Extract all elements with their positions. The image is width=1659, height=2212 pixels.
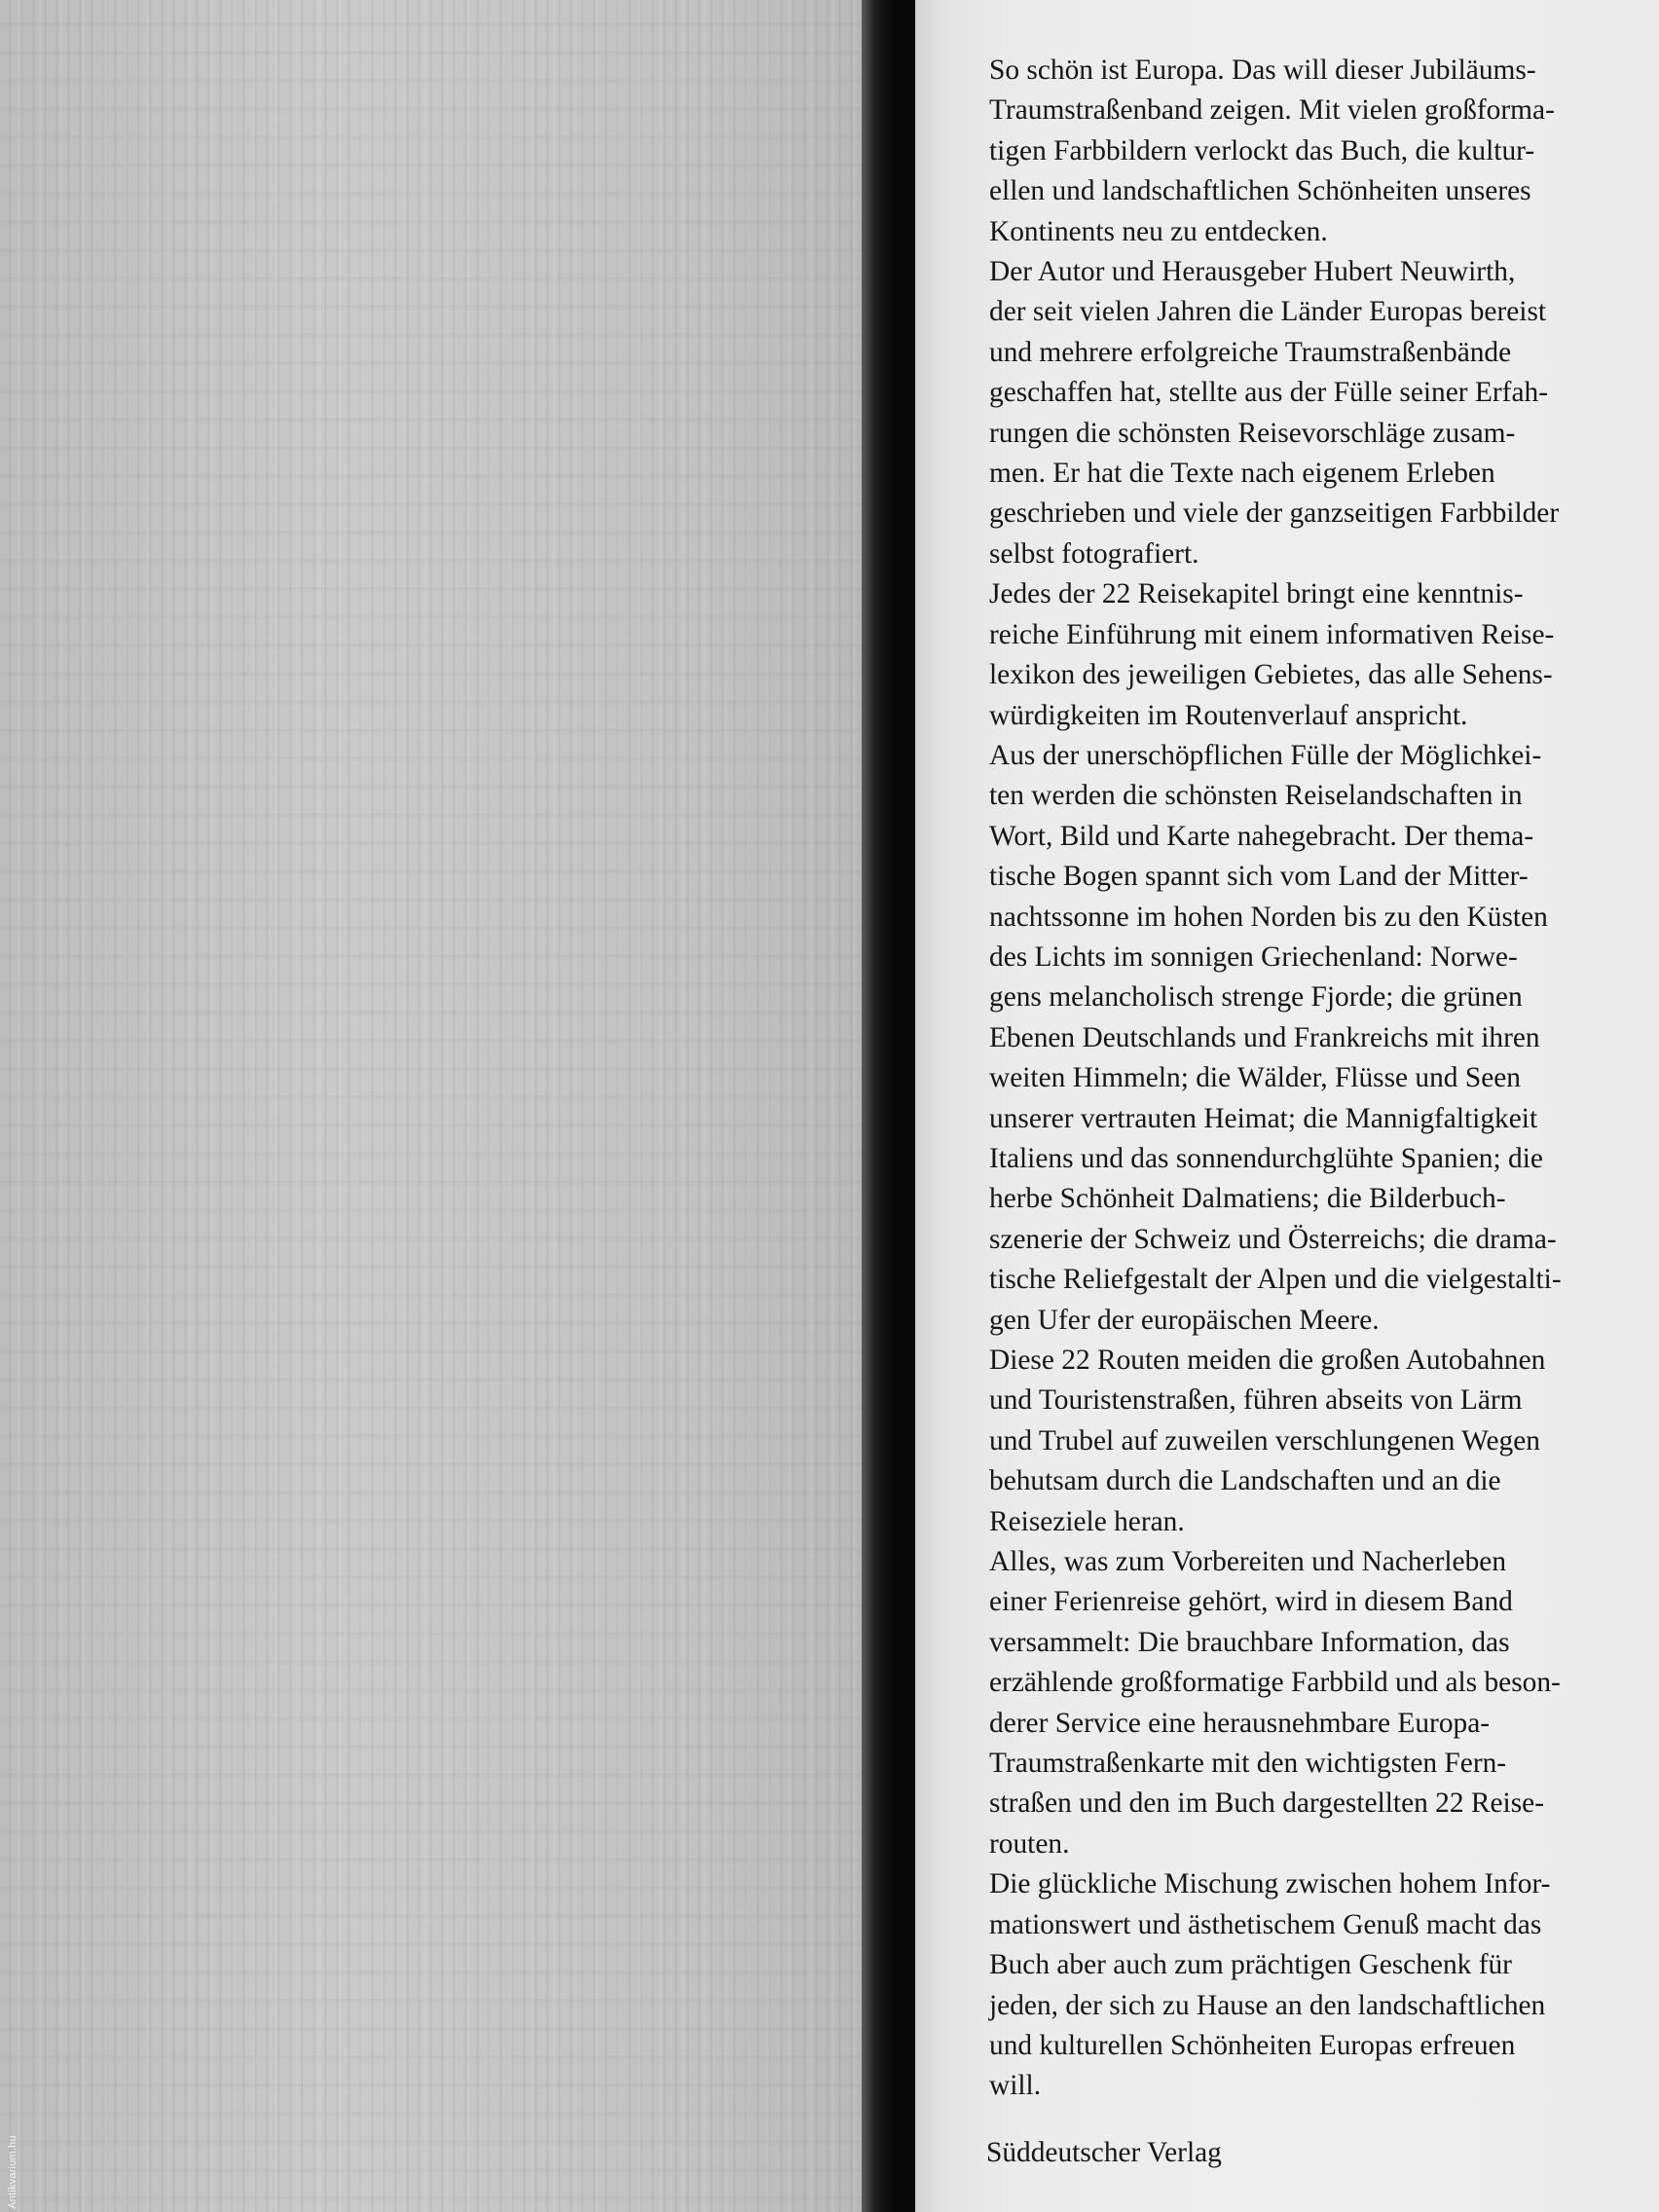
text-line: Italiens und das sonnendurchglühte Spanien; die — [989, 1142, 1543, 1174]
text-line: einer Ferienreise gehört, wird in diesem Band — [989, 1586, 1513, 1618]
text-line: Buch aber auch zum prächtigen Geschenk für — [989, 1949, 1512, 1981]
text-line: selbst fotografiert. — [989, 537, 1199, 570]
text-line: der seit vielen Jahren die Länder Europas bereist — [989, 296, 1547, 328]
text-line: tische Reliefgestalt der Alpen und die vielgestalti- — [989, 1264, 1562, 1296]
blurb-text — [989, 51, 1627, 2107]
text-line: men. Er hat die Texte nach eigenem Erleben — [989, 458, 1495, 490]
text-line: des Lichts im sonnigen Griechenland: Norwe- — [989, 940, 1518, 973]
text-line: rungen die schönsten Reisevorschläge zusam- — [989, 417, 1516, 449]
text-line: straßen und den im Buch dargestellten 22 Reise- — [989, 1788, 1544, 1820]
text-line: versammelt: Die brauchbare Information, das — [989, 1626, 1510, 1658]
book-gutter — [862, 0, 915, 2212]
text-line: derer Service eine herausnehmbare Europa- — [989, 1707, 1491, 1739]
text-line: und kulturellen Schönheiten Europas erfreuen — [989, 2029, 1516, 2061]
text-line: und Trubel auf zuweilen verschlungenen Wegen — [989, 1424, 1540, 1456]
text-line: geschaffen hat, stellte aus der Fülle seiner Erfah- — [989, 377, 1548, 409]
text-line: Wort, Bild und Karte nahegebracht. Der thema- — [989, 820, 1534, 852]
text-line: und mehrere erfolgreiche Traumstraßenbände — [989, 336, 1512, 368]
text-line: will. — [989, 2070, 1042, 2102]
text-line: routen. — [989, 1827, 1070, 1860]
text-line: und Touristenstraßen, führen abseits von Lärm — [989, 1384, 1523, 1417]
text-line: Kontinents neu zu entdecken. — [989, 215, 1328, 247]
text-line: jeden, der sich zu Hause an den landschaftlichen — [989, 1989, 1546, 2021]
text-line: nachtssonne im hohen Norden bis zu den Küsten — [989, 901, 1548, 933]
text-line: Die glückliche Mischung zwischen hohem Infor- — [989, 1868, 1551, 1900]
text-line: würdigkeiten im Routenverlauf anspricht. — [989, 699, 1468, 731]
text-line: unserer vertrauten Heimat; die Mannigfaltigkeit — [989, 1102, 1538, 1134]
text-line: Traumstraßenkarte mit den wichtigsten Fern- — [989, 1748, 1507, 1780]
publisher-name: Süddeutscher Verlag — [986, 2137, 1222, 2168]
text-line: Diese 22 Routen meiden die großen Autobahnen — [989, 1345, 1546, 1376]
text-line: ellen und landschaftlichen Schönheiten unseres — [989, 175, 1531, 207]
text-line: erzählende großformatige Farbbild und als beson- — [989, 1667, 1561, 1699]
text-line: So schön ist Europa. Das will dieser Jubiläums- — [989, 55, 1536, 86]
text-line: herbe Schönheit Dalmatiens; die Bilderbuch- — [989, 1183, 1506, 1215]
text-line: reiche Einführung mit einem informativen Reise- — [989, 618, 1555, 650]
text-line: mationswert und ästhetischem Genuß macht das — [989, 1908, 1542, 1940]
text-line: Aus der unerschöpflichen Fülle der Möglichkei- — [989, 739, 1542, 771]
text-line: weiten Himmeln; die Wälder, Flüsse und Seen — [989, 1062, 1521, 1094]
text-line: Der Autor und Herausgeber Hubert Neuwirth, — [989, 256, 1516, 288]
text-line: tigen Farbbildern verlockt das Buch, die kultur- — [989, 134, 1535, 166]
text-line: Reiseziele heran. — [989, 1505, 1185, 1537]
text-line: behutsam durch die Landschaften und an die — [989, 1465, 1501, 1497]
text-line: szenerie der Schweiz und Österreichs; die drama- — [989, 1223, 1557, 1255]
text-line: gen Ufer der europäischen Meere. — [989, 1304, 1380, 1336]
text-line: Alles, was zum Vorbereiten und Nacherleben — [989, 1546, 1507, 1578]
text-line: Ebenen Deutschlands und Frankreichs mit ihren — [989, 1021, 1540, 1053]
watermark-text: Antikvarium.hu — [7, 2135, 18, 2209]
text-line: Jedes der 22 Reisekapitel bringt eine kenntnis- — [989, 578, 1524, 610]
text-line: gens melancholisch strenge Fjorde; die grünen — [989, 981, 1523, 1014]
text-line: tische Bogen spannt sich vom Land der Mitter- — [989, 861, 1529, 893]
text-line: geschrieben und viele der ganzseitigen Farbbilder — [989, 498, 1560, 530]
text-line: Traumstraßenband zeigen. Mit vielen großforma- — [989, 94, 1555, 127]
text-line: ten werden die schönsten Reiselandschaften in — [989, 780, 1523, 812]
text-line: lexikon des jeweiligen Gebietes, das alle Sehens- — [989, 659, 1553, 691]
watermark — [0, 2132, 25, 2212]
